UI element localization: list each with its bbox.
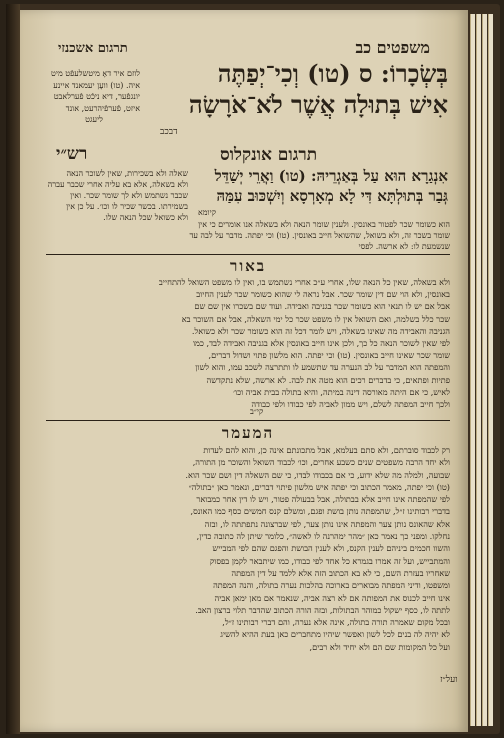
- rashi-line: ולא בשאלה, אלא בא עליה אחרי שכבר עברה: [47, 180, 188, 189]
- meamar-line: נחלקו. ומפני כך נאמר כאן ״מהר ימהרנה לו לאשה״, כלומר שיתן לה כתובה כדין,: [196, 531, 450, 542]
- meamar-line: רק לכבוד סוברתם, ולא סתם בעלמא, אבל מתכונתם אינה כן, והוא להם לעדות: [203, 445, 450, 455]
- meamar-title: המעמר: [221, 424, 275, 442]
- biur-title: באור: [229, 257, 267, 275]
- meamar-line: אינו חייב לכנוס את המפותה אם לא רצה אביה, שנאמר אם מאן ימאן אביה: [214, 592, 450, 603]
- biur-catchword: קי״ב: [250, 407, 264, 416]
- header-right-title: משפטים כב: [355, 38, 430, 57]
- page-edge: [476, 14, 481, 726]
- onkelos-line: גְּבַר בְּתוּלְתָּא דִּי לָא מְאָרְסָא וְיִשְׁכּוּב עִמַּהּ: [216, 187, 448, 205]
- biur-line: ולכך חייב המפתה לשלם, ויש ממון לאביה לפי כבודו ולפי כבודה: [251, 399, 450, 410]
- rashi-line: ולא כשואל שכל הנאה שלו.: [103, 213, 188, 222]
- biur-line: שומר שכר שאינו חייב באונסין. (טו) וכי יפתה. הוא מלשון פתוי ושדול דברים,: [208, 350, 450, 361]
- book-page: [20, 10, 468, 732]
- rashi-commentary: [46, 168, 188, 223]
- page-edge: [470, 14, 475, 726]
- yiddish-line: לוזם איר דאָ מיטשלעפֿט מיט: [51, 69, 140, 78]
- biur-line: לאיש, כי אם היתה מאורסה דינה במיתה, והיא בתולה בבית אביה וכו׳: [233, 386, 450, 397]
- verse-catchword: דבכב: [160, 127, 178, 137]
- rashi-line: שנשמעת לו: לא ארשה. לפסי: [358, 242, 450, 251]
- biur-line: פתיות ופתאים, כי בדברים רכים הוא מטה את לבה. לא ארשה, שלא נתקדשה: [206, 374, 450, 385]
- onkelos-line: אִנְגַרָא הוּא עַל בְּאַגְרֵיהּ: (טו) וַאֲרֵי יְשַׁדֵּל: [214, 167, 448, 185]
- biur-line: שכר כלל בשלמה, ואם השואל אין לו משפט שכר כל ימי השאלה, אבל אם השוכר בא: [181, 313, 450, 324]
- rashi-title: רש״י: [56, 144, 88, 164]
- meamar-line: שאחריו בעזרת השם, כי לא בא הכתוב הזה אלא ללמד על דין המפתה: [231, 567, 450, 578]
- yiddish-line: יונגפֿער, דיא ניכֿט פֿערלאבט: [53, 92, 140, 101]
- meamar-line: ועל כל המקומות שם הם ולא יחיד ולא רבים,: [309, 641, 450, 652]
- rashi-line: שאלה ולא בשכירות, שאין לשוכר הנאה: [66, 169, 188, 178]
- biur-line: הגניבה והאבידה מה שאינו בשאלה, ויש לומר דכל זה הוא כשומר שכר ולא כשואל.: [191, 325, 450, 336]
- main-verse: [148, 58, 448, 120]
- meamar-line: ומשפטו, ודיני המפתה מבוארים בארוכה בהלכות נערה בתולה, והנה המפתה: [213, 580, 450, 591]
- biur-line: והמפתה הוא המדבר על לב הנערה עד שתשמע לו ותתרצה לשכב עמו, והוא לשון: [195, 362, 450, 373]
- running-header: [40, 38, 450, 60]
- biur-line: ולא בשאלה, שאין כל הנאה שלו, אחרי ע״כ אחרי נשתמש בו, ואין לו משפט השואל להתחייב: [158, 277, 450, 287]
- meamar-line: בדברי רבותינו ז״ל, שהמפתה נותן בושת ופגם, ומשלם קנס חמשים כסף כמו האונס,: [190, 506, 450, 517]
- page-catchword: ועל״ז: [440, 675, 458, 685]
- meamar-line: לא יהיה לה בנים לכל לשון ואפשר שיהיו מתחברים כאן בעת ההיא להשיג: [220, 629, 450, 640]
- header-left-title: תרגום אשכנזי: [58, 41, 128, 56]
- rashi-line: שכבר נשתמש ולא לך שומר שכר. ואין: [70, 191, 188, 200]
- meamar-line: לתתה לו, כסף ישקול כמוהר הבתולות, ובזה הורה הכתוב שהדבר תלוי ברצון האב.: [195, 604, 450, 615]
- yiddish-line: ליעגט: [85, 115, 103, 124]
- meamar-line: אלא שהאונס נותן צער והמפתה אינו נותן צער, לפי שברצונה נתפתתה לו, ובזה: [204, 518, 450, 529]
- onkelos-title: תרגום אונקלוס: [220, 145, 318, 165]
- rashi-commentary-wide: [46, 219, 450, 252]
- meamar-line: ובכל מקום שאמרה תורה בתולה, אינה אלא נערה, והם דברי רבותינו ז״ל,: [222, 617, 450, 628]
- yiddish-line: איה. (טו) וועָן יעמאנד איינע: [53, 80, 140, 90]
- rashi-line: הוא כשומר שכר לפטור באונסין. ולענין שומר הנאה ולא בשאלה אנו אומרים כי אין: [198, 220, 450, 229]
- biur-line: באונסין, ולא הוי שם דין שומר שכר. אבל נראה לי שהוא כשומר שכר לענין החיוב: [196, 289, 450, 300]
- biur-line: לפי שאין לשוכר הנאה כל כך, ולכן אינו חייב באונסין אלא בגניבה ואבידה לבד, כמו: [192, 338, 450, 349]
- verse-line: אִישׁ בְּתוּלָה אֲשֶׁר לֹא־אֹרָשָׂה: [188, 90, 448, 119]
- onkelos-catchword: קיומא: [198, 208, 216, 217]
- section-divider: [46, 420, 450, 421]
- meamar-line: שבועה, ולמלה מה שלא ידוע, כי אם בכבודו לבדו, כי שם השאלה דין ושם שכר הוא.: [185, 469, 450, 480]
- meamar-commentary: [46, 444, 450, 653]
- meamar-line: והמתבייש, ועל זה אמרו בגמרא כל אחד לפי כבודו, כמו שיתבאר לקמן בפסוק: [209, 555, 450, 566]
- meamar-line: לפי שהמפתה אינו חייב אלא בבתולה, אבל בבעולה פטור, ויש לו דין אחר כמבואר: [196, 494, 450, 505]
- onkelos-text: [194, 166, 448, 206]
- page-edge: [488, 14, 493, 726]
- biur-line: אבל אם יש לו תנאי הוא כשומר שכר בגניבה ואבידה. ועוד שם בשכרו אין שם שם: [194, 301, 450, 312]
- section-divider: [46, 254, 450, 255]
- yiddish-translation: [48, 68, 140, 126]
- yiddish-line: איזט, פֿערפֿיהרעט, אונד: [65, 103, 140, 113]
- verse-line: בְּשְׂכָרוֹ: ס (טו) וְכִי־יְפַתֶּה: [217, 59, 448, 88]
- meamar-line: ולא יחד הרבה משפטים שנים כשבע אחרים, וכו׳ לכבוד השואל והשוכר מן התורה,: [192, 457, 450, 468]
- page-edge: [482, 14, 487, 726]
- meamar-line: והשוו חכמים ביניהם לענין הקנס, ולא לענין הבושת והפגם שהם לפי המבייש: [212, 543, 450, 554]
- rashi-line: בשמירתו. בכשר שכיר לו וכו׳. על כן אין: [66, 202, 188, 211]
- book-spine: [6, 4, 20, 734]
- biur-commentary: [46, 276, 450, 410]
- book: [6, 4, 500, 734]
- rashi-line: שומר בשכר זה, ולא בשואל, שהשואל חייב באונסין. (טו) וכי יפתה. מדבר על לבה עד: [189, 231, 450, 240]
- meamar-line: (טו) וכי יפתה, מאמר הכתוב וכי יפתה איש מלשון פיתוי דברים, ונאמר כאן ״בתולה״: [188, 481, 450, 492]
